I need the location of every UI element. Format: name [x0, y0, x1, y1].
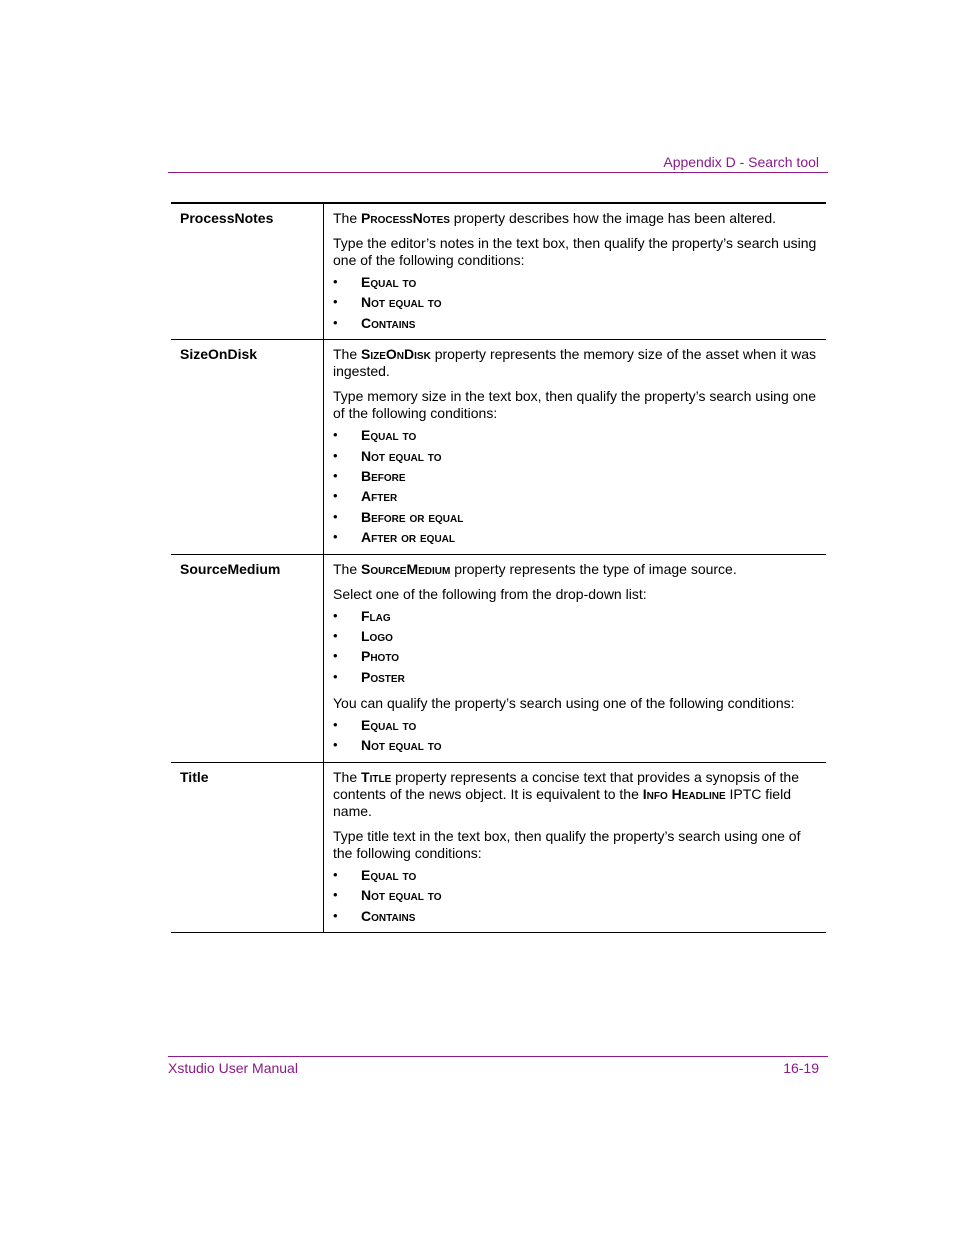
list-item: • Equal to	[333, 274, 417, 290]
property-name: SourceMedium	[171, 555, 324, 762]
header-rule	[168, 172, 828, 173]
list-item: • Equal to	[333, 427, 417, 444]
list-item: • Before	[333, 467, 406, 484]
list-item: • Not equal to	[333, 737, 442, 754]
option-list	[333, 606, 818, 688]
list-item: • Contains	[333, 907, 416, 924]
list-item: • After or equal	[333, 529, 455, 546]
property-instruction: Type the editor’s notes in the text box, then qualify the property’s search using one of the following conditions:	[333, 235, 817, 268]
list-item: • Not equal to	[333, 294, 442, 311]
footer-manual-title: Xstudio User Manual	[168, 1060, 298, 1076]
property-intro: The SizeOnDisk property represents the memory size of the asset when it was ingested.	[333, 346, 816, 380]
list-item: • Flag	[333, 607, 391, 624]
qualify-text: You can qualify the property’s search using one of the following conditions:	[333, 695, 795, 712]
property-instruction: Select one of the following from the drop-down list:	[333, 585, 647, 602]
property-intro: The Title property represents a concise text that provides a synopsis of the contents of the news object. It is equivalent to the Info Headline IPTC field name.	[333, 768, 800, 819]
condition-list	[333, 865, 818, 926]
condition-list	[333, 272, 818, 333]
list-item: • Equal to	[333, 866, 417, 883]
list-item: • Before or equal	[333, 508, 464, 525]
list-item: • Logo	[333, 627, 393, 644]
table-row	[171, 763, 826, 933]
list-item: • Not equal to	[333, 447, 442, 464]
list-item: • After	[333, 488, 398, 505]
list-item: • Photo	[333, 648, 400, 665]
property-description	[324, 763, 826, 932]
footer-page-number: 16-19	[783, 1060, 819, 1076]
table-row	[171, 555, 826, 763]
property-table	[171, 202, 826, 933]
property-description	[324, 340, 826, 553]
table-row	[171, 204, 826, 340]
property-intro: The SourceMedium property represents the type of image source.	[333, 560, 737, 577]
property-description	[324, 204, 826, 339]
footer-rule	[168, 1056, 828, 1057]
header-section-title: Appendix D - Search tool	[663, 154, 819, 170]
property-intro: The ProcessNotes property describes how the image has been altered.	[333, 210, 777, 226]
table-row	[171, 340, 826, 554]
property-description	[324, 555, 826, 762]
list-item: • Contains	[333, 314, 416, 331]
property-instruction: Type title text in the text box, then qualify the property’s search using one of the following conditions:	[333, 827, 801, 861]
list-item: • Equal to	[333, 717, 417, 734]
list-item: • Not equal to	[333, 887, 442, 904]
condition-list	[333, 425, 818, 547]
property-name: ProcessNotes	[171, 204, 324, 339]
property-name: Title	[171, 763, 324, 932]
property-name: SizeOnDisk	[171, 340, 324, 553]
list-item: • Poster	[333, 668, 405, 685]
property-instruction: Type memory size in the text box, then qualify the property’s search using one of the following conditions:	[333, 388, 816, 422]
condition-list	[333, 715, 818, 756]
